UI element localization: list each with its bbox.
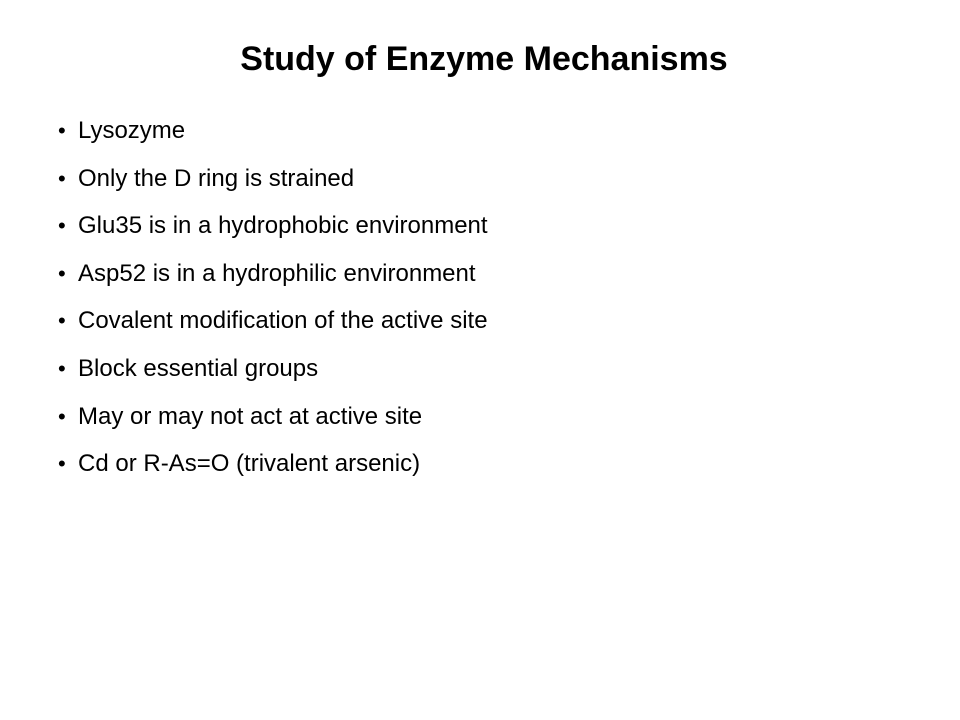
bullet-text: Only the D ring is strained xyxy=(78,164,355,192)
bullet-text: Cd or R-As=O (trivalent arsenic) xyxy=(78,450,421,478)
bullet-dot-icon: • xyxy=(58,165,66,191)
bullet-dot-icon: • xyxy=(58,213,66,239)
bullet-dot-icon: • xyxy=(58,451,66,477)
bullet-dot-icon: • xyxy=(58,118,66,143)
bullet-text: May or may not act at active site xyxy=(78,402,423,430)
bullet-text: Lysozyme xyxy=(78,117,186,144)
bullet-dot-icon: • xyxy=(58,355,66,381)
bullet-text: Covalent modification of the active site xyxy=(78,307,488,335)
slide-title: Study of Enzyme Mechanisms xyxy=(240,40,728,78)
bullet-dot-icon: • xyxy=(58,260,66,286)
bullet-dot-icon: • xyxy=(58,308,66,334)
bullet-text: Glu35 is in a hydrophobic environment xyxy=(78,212,488,240)
bullet-dot-icon: • xyxy=(58,403,66,429)
bullet-text: Asp52 is in a hydrophilic environment xyxy=(78,259,476,287)
bullet-text: Block essential groups xyxy=(78,354,319,382)
